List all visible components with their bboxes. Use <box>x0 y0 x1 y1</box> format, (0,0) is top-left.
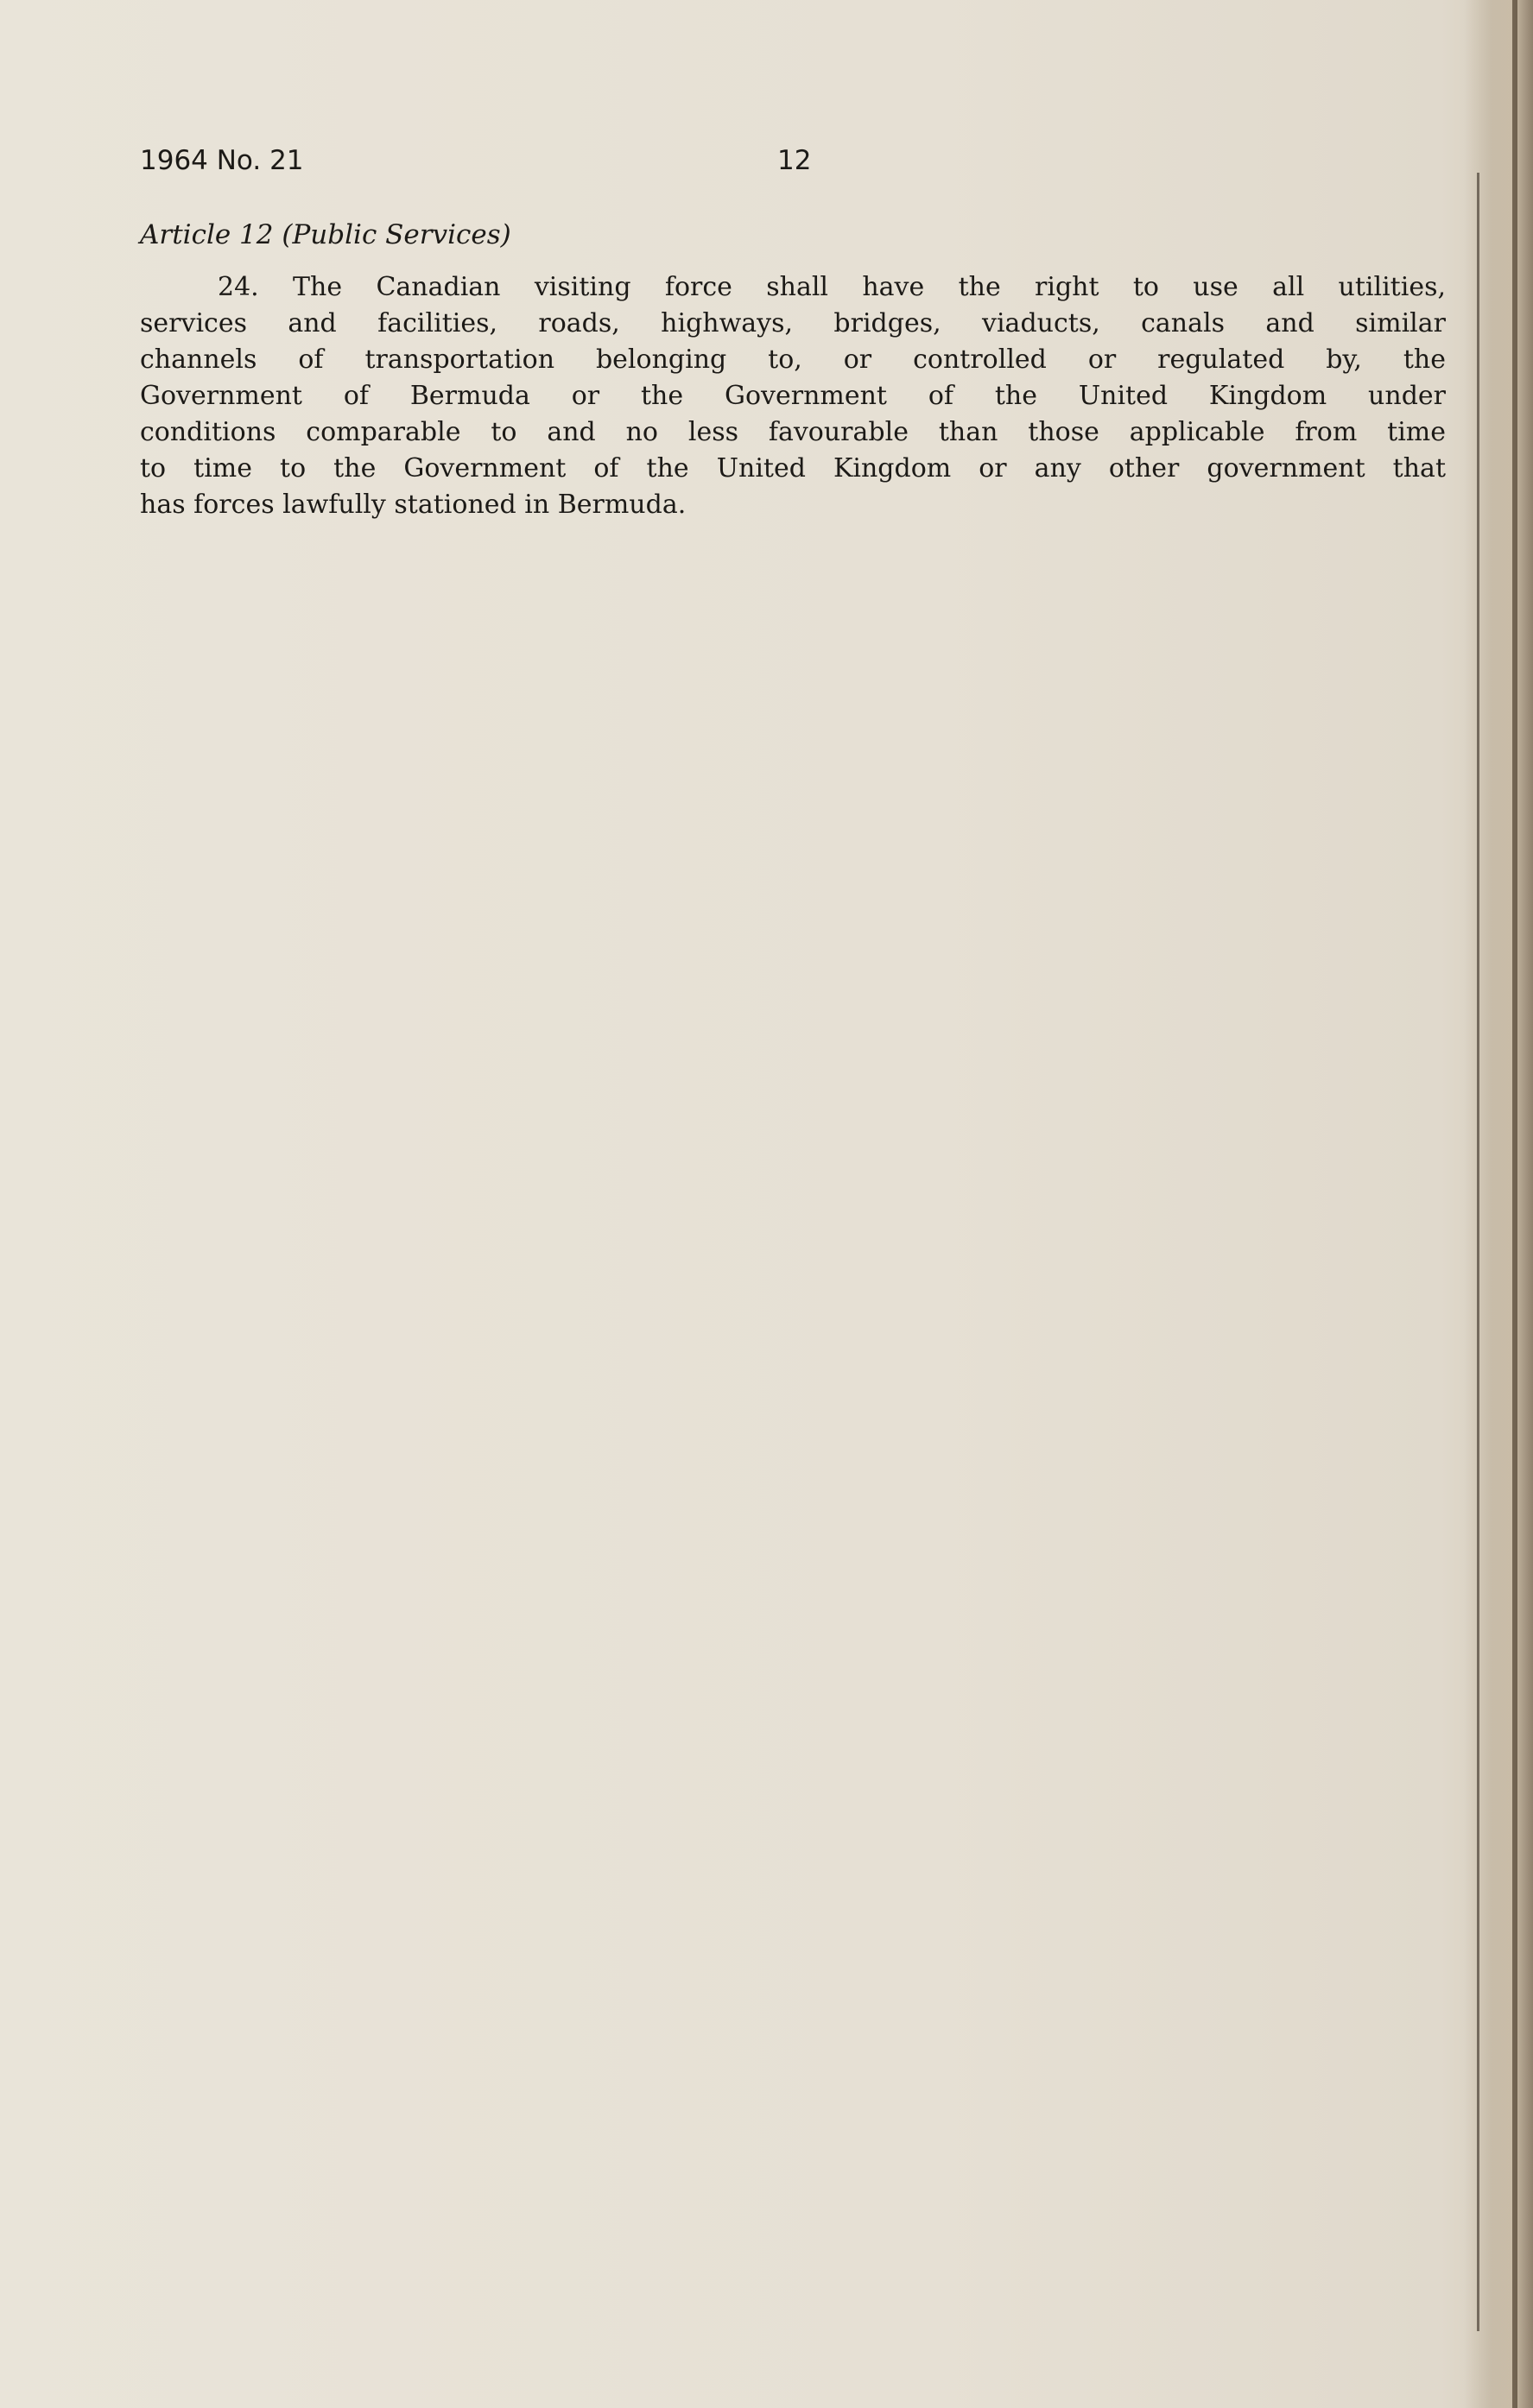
paragraph-line: Government of Bermuda or the Government of the United Kingdom under <box>140 381 1446 411</box>
paragraph-line: services and facilities, roads, highways, bridges, viaducts, canals and similar <box>140 308 1446 338</box>
page-header <box>140 145 1401 193</box>
paragraph-line: 24. The Canadian visiting force shall have the right to use all utilities, <box>218 272 1446 302</box>
article-paragraph <box>140 269 1446 523</box>
paragraph-line: channels of transportation belonging to, or controlled or regulated by, the <box>140 344 1446 375</box>
paragraph-line: has forces lawfully stationed in Bermuda. <box>140 490 687 520</box>
page-edge-line <box>1512 0 1517 2408</box>
header-page-number: 12 <box>777 145 812 176</box>
article-title: Article 12 (Public Services) <box>140 219 511 250</box>
paragraph-line: conditions comparable to and no less favourable than those applicable from time <box>140 417 1446 447</box>
bleed-through-ghost-text <box>130 553 1460 589</box>
page-binding-shadow <box>1464 0 1533 2408</box>
paragraph-line: to time to the Government of the United Kingdom or any other government that <box>140 453 1446 483</box>
header-year-number: 1964 No. 21 <box>140 145 304 176</box>
page-binding-line <box>1477 173 1479 2331</box>
